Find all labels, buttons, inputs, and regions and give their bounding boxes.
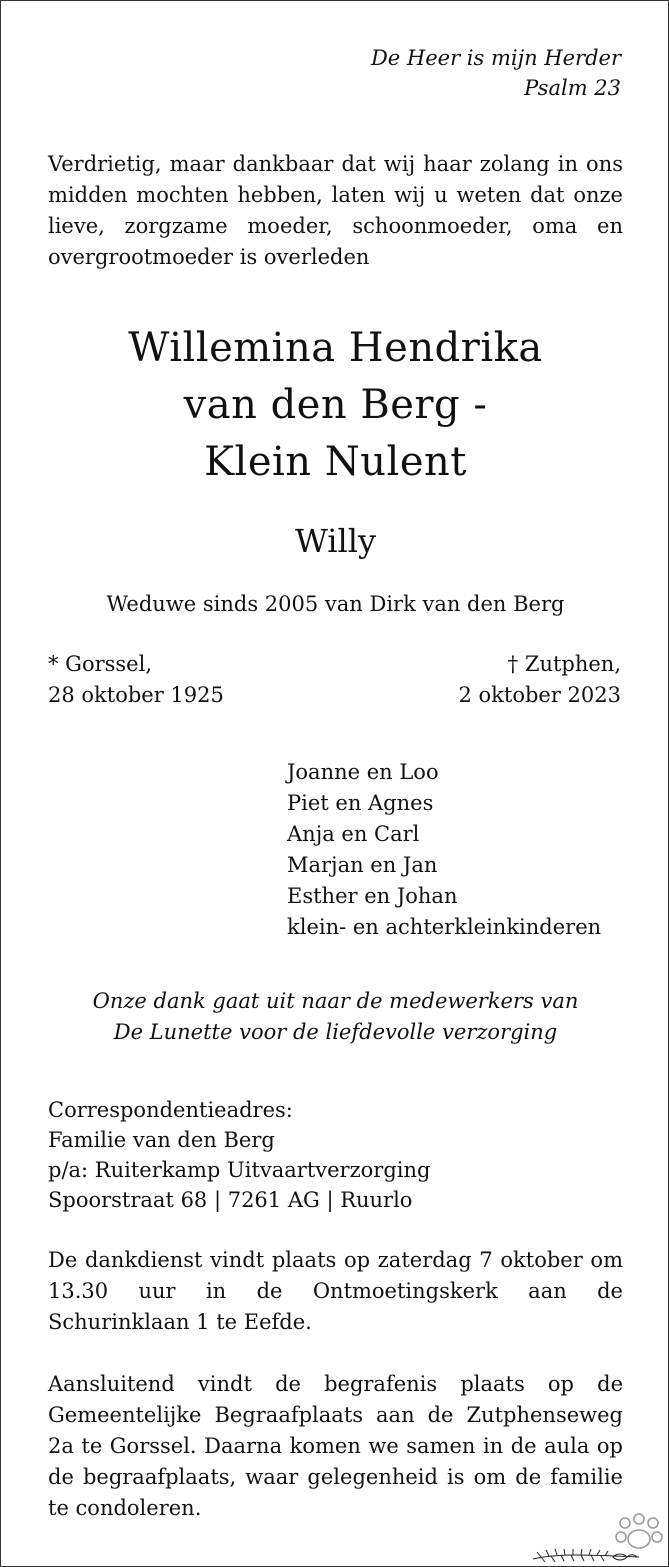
address-label: Correspondentieadres:	[48, 1098, 293, 1122]
birth-block	[48, 649, 224, 711]
birth-date: 28 oktober 1925	[48, 683, 224, 707]
address-line-3: Spoorstraat 68 | 7261 AG | Ruurlo	[48, 1188, 413, 1212]
widow-line: Weduwe sinds 2005 van Dirk van den Berg	[106, 592, 565, 616]
service-text: De dankdienst vindt plaats op zaterdag 7 oktober om 13.30 uur in de Ontmoetingskerk aan de Schurinklaan 1 te Eefde.	[48, 1248, 623, 1334]
death-place: † Zutphen,	[507, 652, 621, 676]
thanks-line-1: Onze dank gaat uit naar de medewerkers van	[92, 989, 579, 1013]
deceased-name-line-1: Willemina Hendrika	[128, 325, 543, 371]
family-list	[287, 757, 601, 943]
thanks-line-2: De Lunette voor de liefdevolle verzorging	[113, 1020, 558, 1044]
nickname: Willy	[294, 522, 377, 560]
thanks-note	[1, 986, 669, 1048]
family-member: Anja en Carl	[287, 822, 420, 846]
death-date: 2 oktober 2023	[458, 683, 621, 707]
deceased-name-line-2: van den Berg -	[183, 382, 488, 428]
intro-text: Verdrietig, maar dankbaar dat wij haar zolang in ons midden mochten hebben, laten wij u weten dat onze lieve, zorgzame moeder, schoonmoeder, oma en overgrootmoeder is overleden	[48, 152, 623, 269]
family-member: Joanne en Loo	[287, 760, 439, 784]
family-member: Piet en Agnes	[287, 791, 434, 815]
burial-text: Aansluitend vindt de begrafenis plaats op de Gemeentelijke Begraafplaats aan de Zutphenseweg 2a te Gorssel. Daarna komen we samen in de aula op de begraafplaats, waar gelegenheid is om de familie te condoleren.	[48, 1372, 623, 1520]
address-line-2: p/a: Ruiterkamp Uitvaartverzorging	[48, 1158, 431, 1182]
family-member: klein- en achterkleinkinderen	[287, 915, 602, 939]
motto-quote: De Heer is mijn Herder	[370, 46, 621, 70]
motto	[371, 43, 621, 103]
deceased-name-line-3: Klein Nulent	[204, 439, 467, 485]
family-member: Marjan en Jan	[287, 853, 438, 877]
family-member: Esther en Johan	[287, 884, 458, 908]
death-block	[458, 649, 621, 711]
pawprint-flower-branch-icon	[529, 1509, 667, 1566]
birth-place: * Gorssel,	[48, 652, 153, 676]
correspondence-address	[48, 1095, 430, 1215]
motto-reference: Psalm 23	[524, 76, 621, 100]
address-line-1: Familie van den Berg	[48, 1128, 275, 1152]
